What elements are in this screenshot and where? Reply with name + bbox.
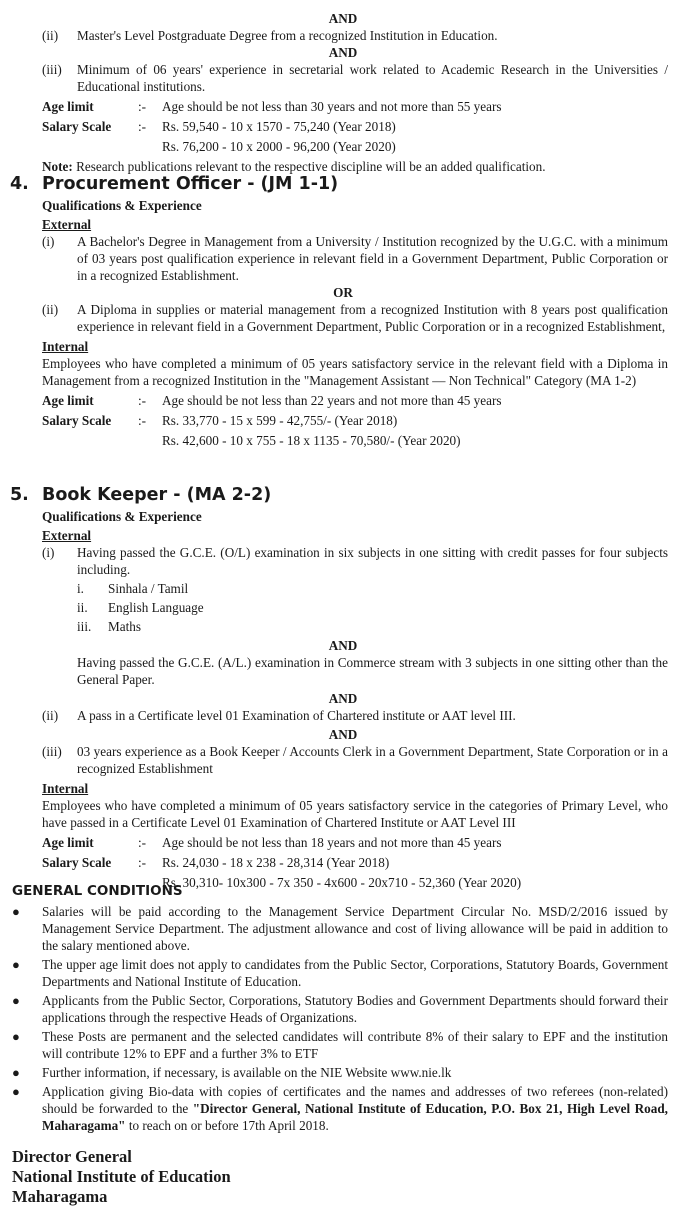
separator: :- <box>138 99 147 114</box>
internal-text: Employees who have completed a minimum of 05 years satisfactory service in the relevant field with a Diploma in Management from a recognized Institution in the "Management Assistant — Non Technical" Category (MA 1-2) <box>42 356 668 388</box>
section-number: 5. <box>10 485 29 505</box>
separator: :- <box>138 119 147 134</box>
condition-text: Applicants from the Public Sector, Corporations, Statutory Bodies and Government Departments should forward their applications through the respective Heads of Organizations. <box>42 993 668 1025</box>
signature-location: Maharagama <box>12 1187 108 1206</box>
subject-text: English Language <box>108 600 204 615</box>
condition-item <box>0 903 686 954</box>
application-address: "Director General, National Institute of Education, P.O. Box 21, High Level Road, Maharagama" <box>42 1101 668 1133</box>
requirement-ii <box>0 707 686 724</box>
age-limit-label: Age limit <box>42 393 94 408</box>
external-heading: External <box>42 528 92 543</box>
application-deadline: to reach on or before 17th April 2018. <box>125 1118 329 1133</box>
section-5 <box>0 483 686 891</box>
age-limit-row <box>0 834 686 851</box>
note-text: Research publications relevant to the respective discipline will be an added qualification. <box>72 159 546 174</box>
external-heading: External <box>42 217 92 232</box>
bullet-icon: ● <box>12 1029 20 1044</box>
signature-block <box>0 1147 686 1207</box>
and-connector: AND <box>328 45 358 60</box>
and-connector: AND <box>328 11 358 26</box>
signature-title: Director General <box>12 1147 132 1166</box>
internal-text: Employees who have completed a minimum of 05 years satisfactory service in the categories of Primary Level, who have passed in a Certificate Level 01 Examination of Chartered Institute or AAT Level III <box>42 798 668 830</box>
separator: :- <box>138 393 147 408</box>
separator: :- <box>138 835 147 850</box>
requirement-ii <box>0 301 686 335</box>
condition-item <box>0 956 686 990</box>
condition-text: Salaries will be paid according to the Management Service Department Circular No. MSD/2/2016 issued by Management Service Department. The adjustment allowance and cost of living allowance will be paid in addition to the salary mentioned above. <box>42 904 668 953</box>
subject-text: Maths <box>108 619 141 634</box>
section-5-heading <box>0 483 686 507</box>
internal-heading: Internal <box>42 339 89 354</box>
signature-institution: National Institute of Education <box>12 1167 231 1186</box>
subject-item <box>0 580 686 597</box>
condition-text: Further information, if necessary, is available on the NIE Website www.nie.lk <box>42 1065 452 1080</box>
requirement-text: A Diploma in supplies or material management from a recognized Institution with 8 years post qualification experience in relevant field in a Government Department, Public Corporation or in a recognized Establishment, <box>77 302 668 334</box>
bullet-icon: ● <box>12 957 20 972</box>
section-4 <box>0 172 686 449</box>
internal-heading: Internal <box>42 781 89 796</box>
requirement-number: (iii) <box>42 744 62 759</box>
age-limit-value: Age should be not less than 22 years and not more than 45 years <box>162 393 502 408</box>
subject-number: ii. <box>77 600 88 615</box>
or-connector: OR <box>333 285 353 300</box>
separator: :- <box>138 855 147 870</box>
condition-item <box>0 1064 686 1081</box>
requirement-text: A Bachelor's Degree in Management from a University / Institution recognized by the U.G.C. with a minimum of 03 years post qualification experience in relevant field in a Government Department, Public Corporation or in a recognized Establishment. <box>77 234 668 283</box>
bullet-icon: ● <box>12 1084 20 1099</box>
requirement-text: Minimum of 06 years' experience in secretarial work related to Academic Research in the Universities / Educational institutions. <box>77 62 668 94</box>
requirement-number: (ii) <box>42 708 59 723</box>
salary-2018: Rs. 59,540 - 10 x 1570 - 75,240 (Year 2018) <box>162 119 396 134</box>
separator: :- <box>138 413 147 428</box>
requirement-i <box>0 544 686 578</box>
condition-item <box>0 1083 686 1134</box>
and-connector: AND <box>328 727 358 742</box>
age-limit-row <box>0 98 686 115</box>
and-connector: AND <box>328 638 358 653</box>
salary-label: Salary Scale <box>42 119 112 134</box>
salary-2020: Rs. 42,600 - 10 x 755 - 18 x 1135 - 70,580/- (Year 2020) <box>162 433 461 448</box>
qualifications-heading: Qualifications & Experience <box>42 509 202 524</box>
age-limit-label: Age limit <box>42 99 94 114</box>
requirement-number: (iii) <box>42 62 62 77</box>
salary-2020: Rs. 76,200 - 10 x 2000 - 96,200 (Year 2020) <box>162 139 396 154</box>
condition-item <box>0 992 686 1026</box>
salary-label: Salary Scale <box>42 413 112 428</box>
requirement-text: Having passed the G.C.E. (O/L) examination in six subjects in one sitting with credit passes for four subjects including. <box>77 545 668 577</box>
qualifications-heading: Qualifications & Experience <box>42 198 202 213</box>
age-limit-label: Age limit <box>42 835 94 850</box>
salary-row <box>0 118 686 135</box>
general-conditions <box>0 882 686 1134</box>
condition-text: These Posts are permanent and the selected candidates will contribute 8% of their salary to EPF and the institution will contribute 12% to EPF and a further 3% to ETF <box>42 1029 668 1061</box>
salary-2018: Rs. 24,030 - 18 x 238 - 28,314 (Year 2018) <box>162 855 390 870</box>
subject-text: Sinhala / Tamil <box>108 581 189 596</box>
requirement-iii <box>0 61 686 95</box>
condition-text <box>42 1083 686 1134</box>
requirement-number: (i) <box>42 545 55 560</box>
section-4-heading <box>0 172 686 196</box>
subject-number: i. <box>77 581 84 596</box>
condition-text: The upper age limit does not apply to candidates from the Public Sector, Corporations, Statutory Boards, Government Departments and National Institute of Education. <box>42 957 668 989</box>
requirement-number: (ii) <box>42 28 59 43</box>
application-text: Application giving Bio-data with copies of certificates and the names and addresses of two referees (non-related) should be forwarded to the <box>42 1084 668 1116</box>
salary-2020: Rs. 30,310- 10x300 - 7x 350 - 4x600 - 20x710 - 52,360 (Year 2020) <box>162 875 522 890</box>
section-3-continuation <box>0 10 686 175</box>
requirement-i <box>0 233 686 284</box>
requirement-ii <box>0 27 686 44</box>
salary-2018: Rs. 33,770 - 15 x 599 - 42,755/- (Year 2018) <box>162 413 398 428</box>
bullet-icon: ● <box>12 1065 20 1080</box>
note-label: Note: <box>42 159 73 174</box>
requirement-number: (i) <box>42 234 55 249</box>
requirement-text: 03 years experience as a Book Keeper / Accounts Clerk in a Government Department, State Corporation or in a recognized Establishment <box>77 744 668 776</box>
age-limit-row <box>0 392 686 409</box>
section-title: Procurement Officer - (JM 1-1) <box>42 174 339 194</box>
bullet-icon: ● <box>12 993 20 1008</box>
section-number: 4. <box>10 174 29 194</box>
requirement-number: (ii) <box>42 302 59 317</box>
subject-item <box>0 618 686 635</box>
bullet-icon: ● <box>12 904 20 919</box>
age-limit-value: Age should be not less than 18 years and not more than 45 years <box>162 835 502 850</box>
al-requirement-text: Having passed the G.C.E. (A/L.) examination in Commerce stream with 3 subjects in one sitting other than the General Paper. <box>77 655 668 687</box>
salary-row <box>0 412 686 429</box>
salary-label: Salary Scale <box>42 855 112 870</box>
general-conditions-title: GENERAL CONDITIONS <box>12 883 183 899</box>
requirement-iii <box>0 743 686 777</box>
section-title: Book Keeper - (MA 2-2) <box>42 485 272 505</box>
requirement-text: A pass in a Certificate level 01 Examination of Chartered institute or AAT level III. <box>77 708 516 723</box>
and-connector: AND <box>328 691 358 706</box>
subject-item <box>0 599 686 616</box>
subject-number: iii. <box>77 619 92 634</box>
requirement-text: Master's Level Postgraduate Degree from a recognized Institution in Education. <box>77 28 498 43</box>
salary-row <box>0 854 686 871</box>
age-limit-value: Age should be not less than 30 years and not more than 55 years <box>162 99 502 114</box>
condition-item <box>0 1028 686 1062</box>
